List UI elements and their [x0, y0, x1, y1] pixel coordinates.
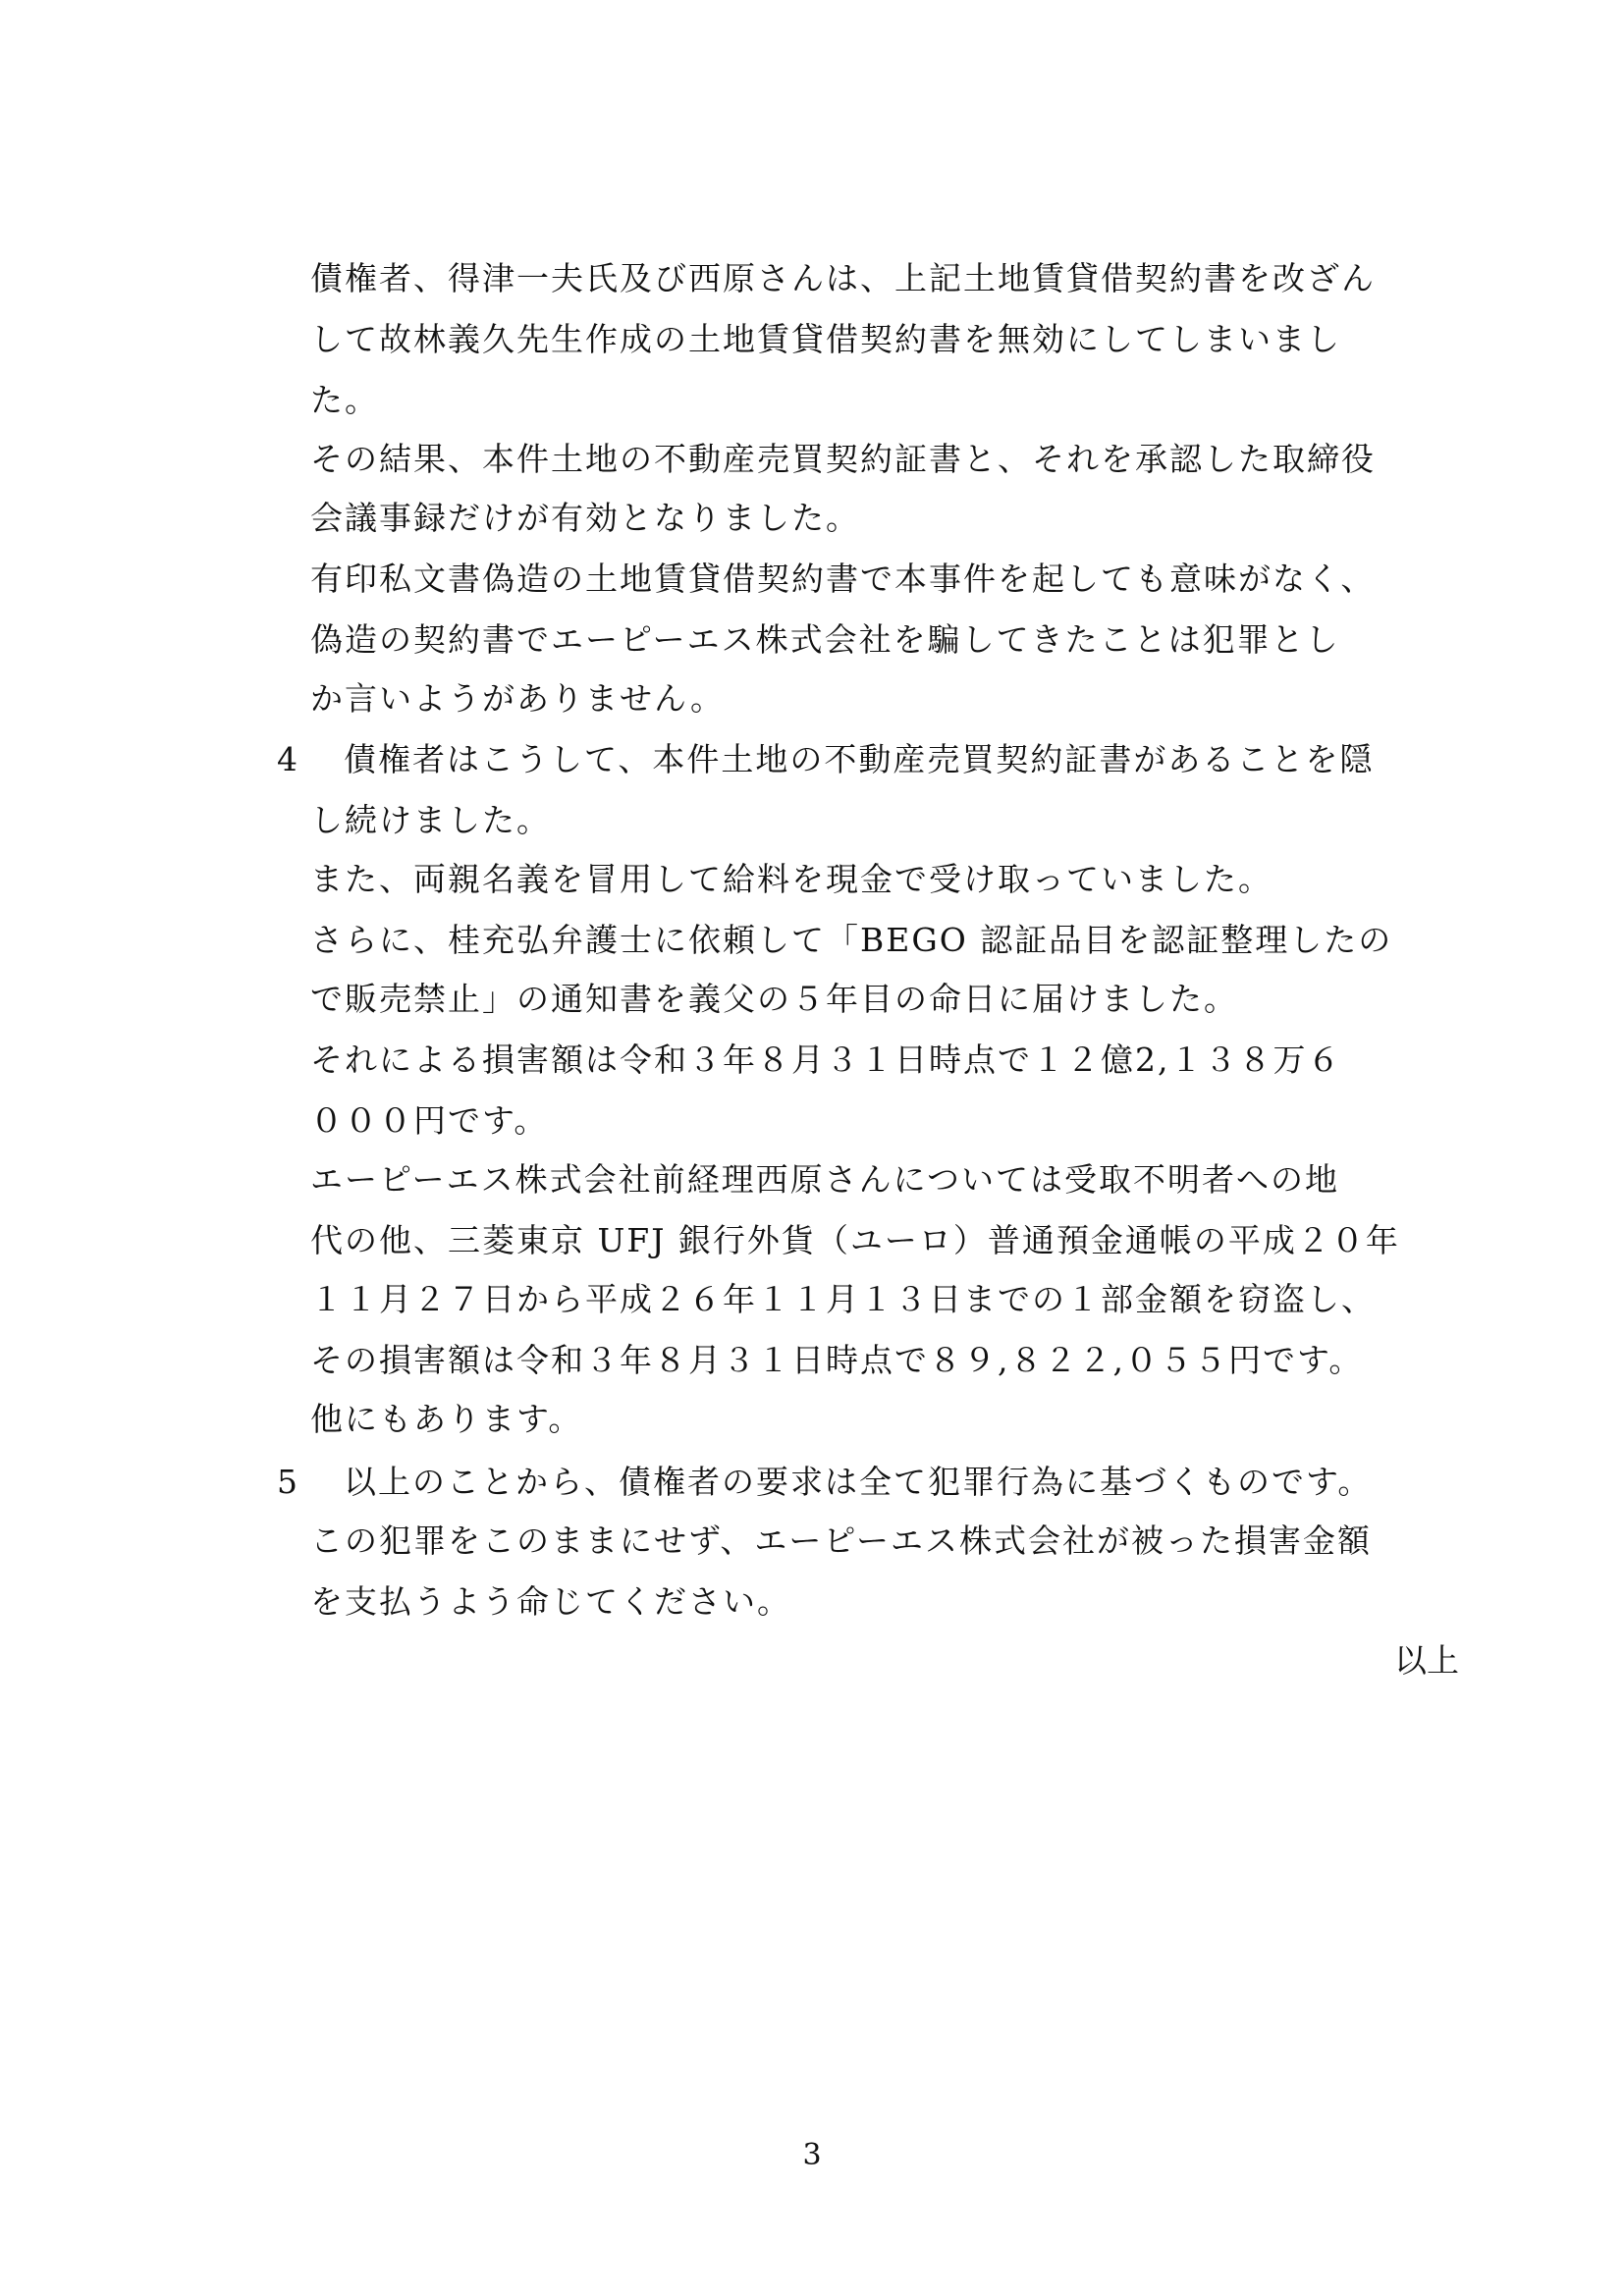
- paragraph-line: で販売禁止」の通知書を義父の５年目の命日に届けました。: [310, 980, 1238, 1018]
- paragraph-line: し続けました。: [310, 801, 551, 839]
- paragraph-line: また、両親名義を冒用して給料を現金で受け取っていました。: [310, 860, 1272, 898]
- paragraph-line: して故林義久先生作成の土地賃貸借契約書を無効にしてしまいまし: [310, 320, 1341, 358]
- paragraph-line: た。: [310, 381, 379, 419]
- paragraph-line: エーピーエス株式会社前経理西原さんについては受取不明者への地: [310, 1160, 1340, 1199]
- item-number: 5: [277, 1463, 298, 1501]
- page-number: 3: [802, 2138, 822, 2172]
- paragraph-line: その結果、本件土地の不動産売買契約証書と、それを承認した取締役: [310, 440, 1376, 478]
- paragraph-line: 代の他、三菱東京 UFJ 銀行外貨（ユーロ）普通預金通帳の平成２０年: [310, 1221, 1400, 1259]
- paragraph-line: 他にもあります。: [310, 1400, 583, 1438]
- closing-text: 以上: [1394, 1641, 1459, 1680]
- paragraph-line: それによる損害額は令和３年８月３１日時点で１２億2,１３８万６: [310, 1041, 1342, 1079]
- paragraph-line: この犯罪をこのままにせず、エーピーエス株式会社が被った損害金額: [310, 1522, 1373, 1560]
- paragraph-line: １１月２７日から平成２６年１１月１３日までの１部金額を窃盗し、: [310, 1280, 1376, 1318]
- paragraph-line: か言いようがありません。: [310, 679, 725, 718]
- paragraph-line: 債権者、得津一夫氏及び西原さんは、上記土地賃貸借契約書を改ざん: [310, 259, 1376, 297]
- paragraph-line: を支払うよう命じてください。: [310, 1582, 791, 1621]
- paragraph-line: 以上のことから、債権者の要求は全て犯罪行為に基づくものです。: [344, 1463, 1373, 1501]
- paragraph-line: 会議事録だけが有効となりました。: [310, 499, 860, 537]
- paragraph-line: ０００円です。: [310, 1101, 549, 1140]
- paragraph-line: さらに、桂充弘弁護士に依頼して「BEGO 認証品目を認証整理したの: [310, 921, 1393, 959]
- item-number: 4: [277, 740, 298, 778]
- paragraph-line: 有印私文書偽造の土地賃貸借契約書で本事件を起しても意味がなく、: [310, 560, 1376, 598]
- paragraph-line: その損害額は令和３年８月３１日時点で８９,８２２,０５５円です。: [310, 1341, 1364, 1379]
- paragraph-line: 債権者はこうして、本件土地の不動産売買契約証書があることを隠: [344, 740, 1375, 778]
- paragraph-line: 偽造の契約書でエーピーエス株式会社を騙してきたことは犯罪とし: [310, 620, 1340, 659]
